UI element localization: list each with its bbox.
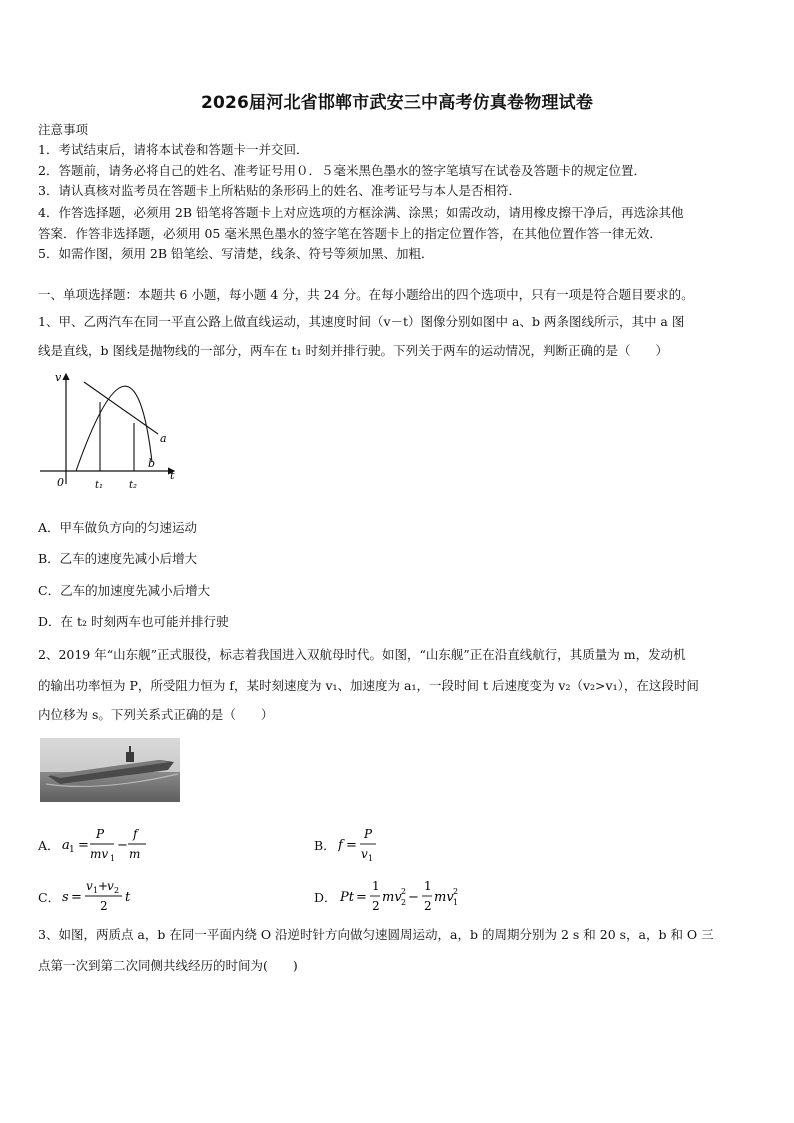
curve-b — [76, 386, 152, 471]
q2-option-b-label: B． — [314, 838, 336, 853]
q1-option-d: D．在 t₂ 时刻两车也可能并排行驶 — [38, 614, 229, 629]
svg-text:f: f — [338, 838, 343, 853]
notice-heading: 注意事项 — [38, 122, 89, 137]
question-1-stem: 线是直线，b 图线是抛物线的一部分，两车在 t₁ 时刻并排行驶。下列关于两车的运动情况，判断正确的是（ ） — [38, 343, 668, 358]
a-label: a — [160, 432, 167, 445]
question-3-stem: 3、如图，两质点 a，b 在同一平面内绕 O 沿逆时针方向做匀速圆周运动，a，b 的周期分别为 2 s 和 20 s，a，b 和 O 三 — [38, 927, 714, 942]
svg-text:1: 1 — [93, 886, 99, 895]
svg-text:a: a — [62, 838, 70, 853]
question-2-stem: 2、2019 年“山东舰”正式服役，标志着我国进入双航母时代。如图，“山东舰”正在沿直线航行，其质量为 m，发动机 — [38, 647, 686, 662]
svg-text:2: 2 — [372, 899, 380, 913]
svg-text:2: 2 — [424, 899, 432, 913]
svg-text:2: 2 — [114, 886, 120, 895]
vt-graph — [36, 366, 186, 496]
section-heading: 一、单项选择题：本题共 6 小题，每小题 4 分，共 24 分。在每小题给出的四个选项中，只有一项是符合题目要求的。 — [38, 287, 694, 302]
svg-text:2: 2 — [100, 899, 108, 913]
svg-text:1: 1 — [372, 879, 380, 893]
q2-option-a-formula — [62, 824, 157, 866]
svg-text:mv: mv — [90, 847, 109, 861]
question-2-stem: 内位移为 s。下列关系式正确的是（ ） — [38, 707, 274, 722]
svg-text:s: s — [62, 890, 69, 905]
notice-item: 3．请认真核对监考员在答题卡上所粘贴的条形码上的姓名、准考证号与本人是否相符． — [38, 183, 521, 198]
question-3-stem: 点第一次到第二次同侧共线经历的时间为( ) — [38, 958, 298, 973]
svg-text:+: + — [98, 879, 109, 893]
svg-text:1: 1 — [453, 898, 459, 907]
svg-text:=: = — [78, 838, 89, 853]
q1-option-a: A．甲车做负方向的匀速运动 — [38, 520, 198, 535]
q2-option-d-label: D． — [314, 890, 337, 905]
question-2-stem: 的输出功率恒为 P，所受阻力恒为 f，某时刻速度为 v₁、加速度为 a₁，一段时间 t 后速度变为 v₂（v₂>v₁），在这段时间 — [38, 678, 699, 693]
svg-text:f: f — [133, 827, 138, 841]
notice-item: 2．答题前，请务必将自己的姓名、准考证号用０．５毫米黑色墨水的签字笔填写在试卷及答题卡的规定位置． — [38, 163, 646, 178]
aircraft-carrier-photo — [40, 738, 180, 802]
svg-text:v: v — [107, 879, 114, 893]
t-label: t — [170, 469, 175, 482]
svg-text:P: P — [364, 827, 373, 841]
svg-text:mv: mv — [382, 890, 402, 905]
svg-text:−: − — [117, 838, 128, 853]
b-label: b — [148, 457, 156, 470]
q2-option-d-formula — [340, 876, 470, 918]
origin-label: 0 — [57, 476, 64, 489]
svg-text:=: = — [346, 838, 357, 853]
svg-text:2: 2 — [401, 898, 407, 907]
svg-text:v: v — [86, 879, 93, 893]
svg-text:=: = — [71, 890, 82, 905]
question-1-stem: 1、甲、乙两汽车在同一平直公路上做直线运动，其速度时间（v－t）图像分别如图中 a、b 两条图线所示，其中 a 图 — [38, 314, 685, 329]
q1-option-c: C．乙车的加速度先减小后增大 — [38, 583, 211, 598]
svg-text:=: = — [356, 890, 367, 905]
q2-option-b-formula — [338, 824, 383, 866]
svg-text:1: 1 — [69, 845, 75, 855]
notice-item: 答案．作答非选择题，必须用 05 毫米黑色墨水的签字笔在答题卡上的指定位置作答，在其他位置作答一律无效． — [38, 226, 662, 241]
t2-label: t₂ — [129, 480, 138, 491]
svg-text:Pt: Pt — [340, 890, 354, 905]
notice-item: 1．考试结束后，请将本试卷和答题卡一并交回． — [38, 142, 309, 157]
q2-option-a-label: A． — [38, 838, 60, 853]
svg-text:1: 1 — [424, 879, 432, 893]
v-label: v — [55, 371, 62, 384]
svg-text:mv: mv — [434, 890, 454, 905]
svg-text:−: − — [408, 890, 419, 905]
svg-text:2: 2 — [401, 887, 407, 896]
notice-item: 5．如需作图，须用 2B 铅笔绘、写清楚，线条、符号等须加黑、加粗． — [38, 246, 434, 261]
svg-text:m: m — [129, 847, 141, 861]
q1-option-b: B．乙车的速度先减小后增大 — [38, 551, 198, 566]
svg-text:2: 2 — [453, 887, 459, 896]
svg-text:P: P — [96, 827, 105, 841]
page-title: 2026届河北省邯郸市武安三中高考仿真卷物理试卷 — [200, 93, 594, 113]
svg-text:1: 1 — [110, 854, 116, 863]
svg-text:v: v — [361, 847, 368, 861]
notice-item: 4．作答选择题，必须用 2B 铅笔将答题卡上对应选项的方框涂满、涂黑；如需改动，请用橡皮擦干净后，再选涂其他 — [38, 205, 684, 220]
q2-option-c-label: C． — [38, 890, 61, 905]
svg-text:t: t — [125, 890, 131, 905]
q2-option-c-formula — [62, 876, 142, 918]
svg-text:1: 1 — [368, 854, 374, 863]
t1-label: t₁ — [95, 480, 104, 491]
